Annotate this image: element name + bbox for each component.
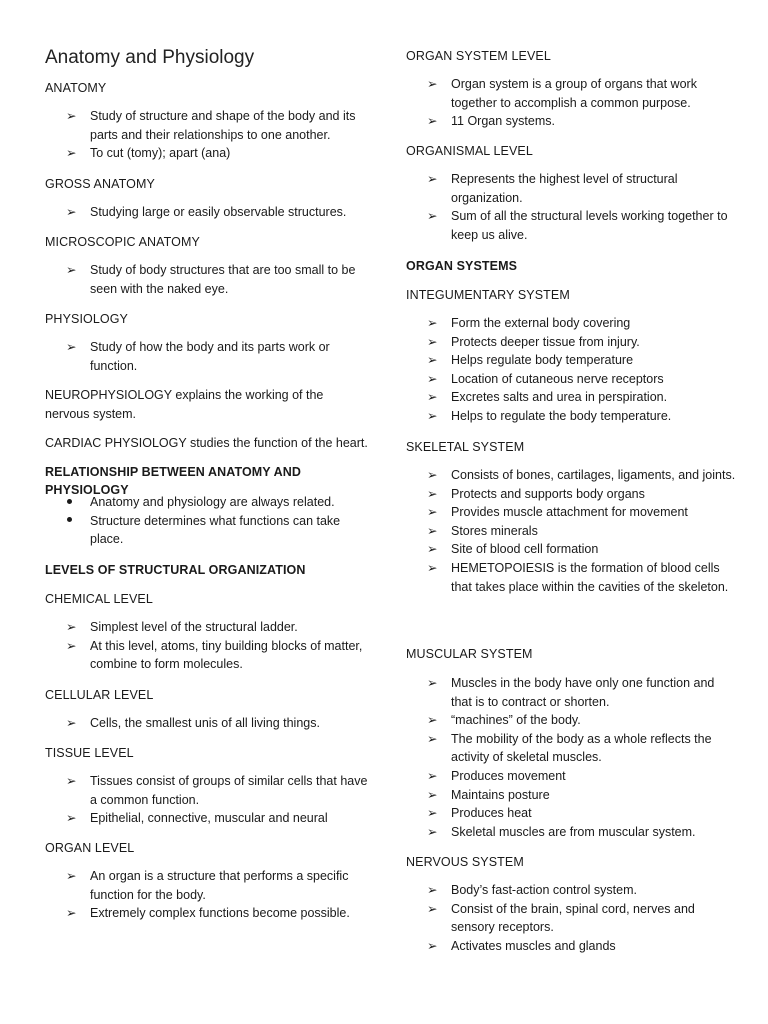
organ-level-list [45,867,370,923]
arrow-bullet-icon: ➢ [427,505,438,520]
arrow-bullet-icon: ➢ [427,486,438,501]
arrow-bullet-icon: ➢ [427,172,438,186]
heading-organ-level: ORGAN LEVEL [45,841,135,855]
list-item: ➢ Extremely complex functions become possible. [45,904,370,923]
list-item: ➢ Muscles in the body have only one function and that is to contract or shorten. [427,676,715,709]
heading-levels-of-organization: LEVELS OF STRUCTURAL ORGANIZATION [45,563,306,577]
list-item: ➢ Protects deeper tissue from injury. [406,333,736,352]
gross-anatomy-list [45,203,370,222]
integumentary-system-list [406,314,736,426]
list-item: ➢ At this level, atoms, tiny building blocks of matter, combine to form molecules. [66,638,363,672]
list-item: Anatomy and physiology are always related. [45,493,370,512]
arrow-bullet-icon: ➢ [66,620,77,634]
heading-cellular-level: CELLULAR LEVEL [45,688,154,702]
heading-relationship: RELATIONSHIP BETWEEN ANATOMY AND PHYSIOLOGY [45,465,301,497]
arrow-bullet-icon: ➢ [427,523,438,538]
tissue-level-list [45,772,370,828]
heading-tissue-level: TISSUE LEVEL [45,746,134,760]
list-item: ➢ Protects and supports body organs [406,485,736,504]
arrow-bullet-icon: ➢ [427,390,438,405]
nervous-system-list [406,881,736,955]
page-title: Anatomy and Physiology [45,47,255,68]
heading-skeletal-system: SKELETAL SYSTEM [406,440,525,454]
arrow-bullet-icon: ➢ [427,77,438,91]
cellular-level-list [45,714,370,733]
list-item: ➢ Location of cutaneous nerve receptors [406,370,736,389]
arrow-bullet-icon: ➢ [427,353,438,368]
list-item: ➢ Organ system is a group of organs that work together to accomplish a common purpose. [427,77,697,110]
list-item: ➢ Helps regulate body temperature [406,351,736,370]
muscular-system-list [406,674,736,841]
organ-system-level-list [406,75,736,131]
list-item: ➢ Sum of all the structural levels working together to keep us alive. [427,209,728,242]
list-item: ➢ Cells, the smallest unis of all living things. [45,714,370,733]
arrow-bullet-icon: ➢ [66,109,77,123]
list-item: ➢ HEMETOPOIESIS is the formation of blood cells that takes place within the cavities of the skeleton. [427,560,729,594]
heading-muscular-system: MUSCULAR SYSTEM [406,647,533,661]
list-item: ➢ Epithelial, connective, muscular and neural [45,809,370,828]
list-item: ➢ Tissues consist of groups of similar cells that have a common function. [66,774,368,807]
arrow-bullet-icon: ➢ [427,371,438,386]
list-item: ➢ Produces heat [406,804,736,823]
neurophysiology-paragraph: NEUROPHYSIOLOGY explains the working of the nervous system. [45,388,324,421]
list-item: ➢ Consists of bones, cartilages, ligaments, and joints. [406,466,736,485]
list-item: ➢ Helps to regulate the body temperature. [406,407,736,426]
arrow-bullet-icon: ➢ [66,205,77,219]
list-item: ➢ Site of blood cell formation [406,540,736,559]
list-item: ➢ Activates muscles and glands [406,937,736,956]
arrow-bullet-icon: ➢ [427,883,438,897]
list-item: ➢ Study of how the body and its parts work or function. [66,340,330,373]
cardiac-physiology-paragraph: CARDIAC PHYSIOLOGY studies the function of the heart. [45,436,368,450]
arrow-bullet-icon: ➢ [427,806,438,821]
arrow-bullet-icon: ➢ [66,774,77,788]
arrow-bullet-icon: ➢ [427,676,438,690]
arrow-bullet-icon: ➢ [66,340,77,354]
list-item: ➢ Excretes salts and urea in perspiration. [406,388,736,407]
skeletal-system-list [406,466,736,596]
arrow-bullet-icon: ➢ [66,638,77,653]
list-item: ➢ Skeletal muscles are from muscular system. [406,823,736,842]
list-item: ➢ Consist of the brain, spinal cord, nerves and sensory receptors. [427,901,695,935]
heading-organ-system-level: ORGAN SYSTEM LEVEL [406,49,551,63]
heading-physiology: PHYSIOLOGY [45,312,128,326]
arrow-bullet-icon: ➢ [427,768,438,783]
arrow-bullet-icon: ➢ [66,716,77,730]
arrow-bullet-icon: ➢ [427,334,438,349]
heading-gross-anatomy: GROSS ANATOMY [45,177,155,191]
arrow-bullet-icon: ➢ [427,731,438,746]
organismal-level-list [406,170,736,244]
arrow-bullet-icon: ➢ [66,906,77,921]
list-item: ➢ An organ is a structure that performs a specific function for the body. [66,869,349,902]
arrow-bullet-icon: ➢ [427,824,438,839]
list-item: ➢ Body’s fast-action control system. [406,881,736,900]
arrow-bullet-icon: ➢ [427,209,438,224]
arrow-bullet-icon: ➢ [66,146,77,161]
relationship-list [45,493,370,549]
heading-integumentary-system: INTEGUMENTARY SYSTEM [406,288,570,302]
list-item: ➢ Represents the highest level of structural organization. [427,172,678,205]
heading-nervous-system: NERVOUS SYSTEM [406,855,524,869]
arrow-bullet-icon: ➢ [427,408,438,423]
heading-anatomy: ANATOMY [45,81,107,95]
arrow-bullet-icon: ➢ [427,316,438,330]
heading-organ-systems: ORGAN SYSTEMS [406,259,518,273]
list-item: ➢ Studying large or easily observable structures. [45,203,370,222]
list-item: ➢ Maintains posture [406,786,736,805]
list-item: ➢ 11 Organ systems. [406,112,736,131]
list-item: ➢ The mobility of the body as a whole reflects the activity of skeletal muscles. [427,731,712,765]
list-item: ➢ Form the external body covering [406,314,736,333]
anatomy-list [45,107,370,163]
arrow-bullet-icon: ➢ [427,938,438,953]
microscopic-anatomy-list [45,261,370,298]
heading-microscopic-anatomy: MICROSCOPIC ANATOMY [45,235,200,249]
list-item: ➢ “machines” of the body. [406,711,736,730]
arrow-bullet-icon: ➢ [427,114,438,129]
physiology-list [45,338,370,375]
arrow-bullet-icon: ➢ [427,542,438,557]
bullet-dot-icon [67,493,81,512]
heading-chemical-level: CHEMICAL LEVEL [45,592,153,606]
list-item: ➢ Study of structure and shape of the body and its parts and their relationships to one another. [66,109,356,142]
list-item: ➢ Stores minerals [406,522,736,541]
list-item: ➢ Study of body structures that are too small to be seen with the naked eye. [66,263,356,296]
list-item: ➢ Simplest level of the structural ladder. [45,618,370,637]
arrow-bullet-icon: ➢ [427,787,438,802]
arrow-bullet-icon: ➢ [427,468,438,482]
arrow-bullet-icon: ➢ [66,263,77,277]
chemical-level-list [45,618,370,674]
heading-organismal-level: ORGANISMAL LEVEL [406,144,533,158]
arrow-bullet-icon: ➢ [427,713,438,728]
arrow-bullet-icon: ➢ [427,560,438,575]
arrow-bullet-icon: ➢ [66,811,77,826]
arrow-bullet-icon: ➢ [66,869,77,883]
list-item: ➢ To cut (tomy); apart (ana) [45,144,370,163]
list-item: ➢ Provides muscle attachment for movement [406,503,736,522]
arrow-bullet-icon: ➢ [427,901,438,916]
list-item: Structure determines what functions can take place. [45,512,370,549]
list-item: ➢ Produces movement [406,767,736,786]
bullet-dot-icon [67,512,81,531]
